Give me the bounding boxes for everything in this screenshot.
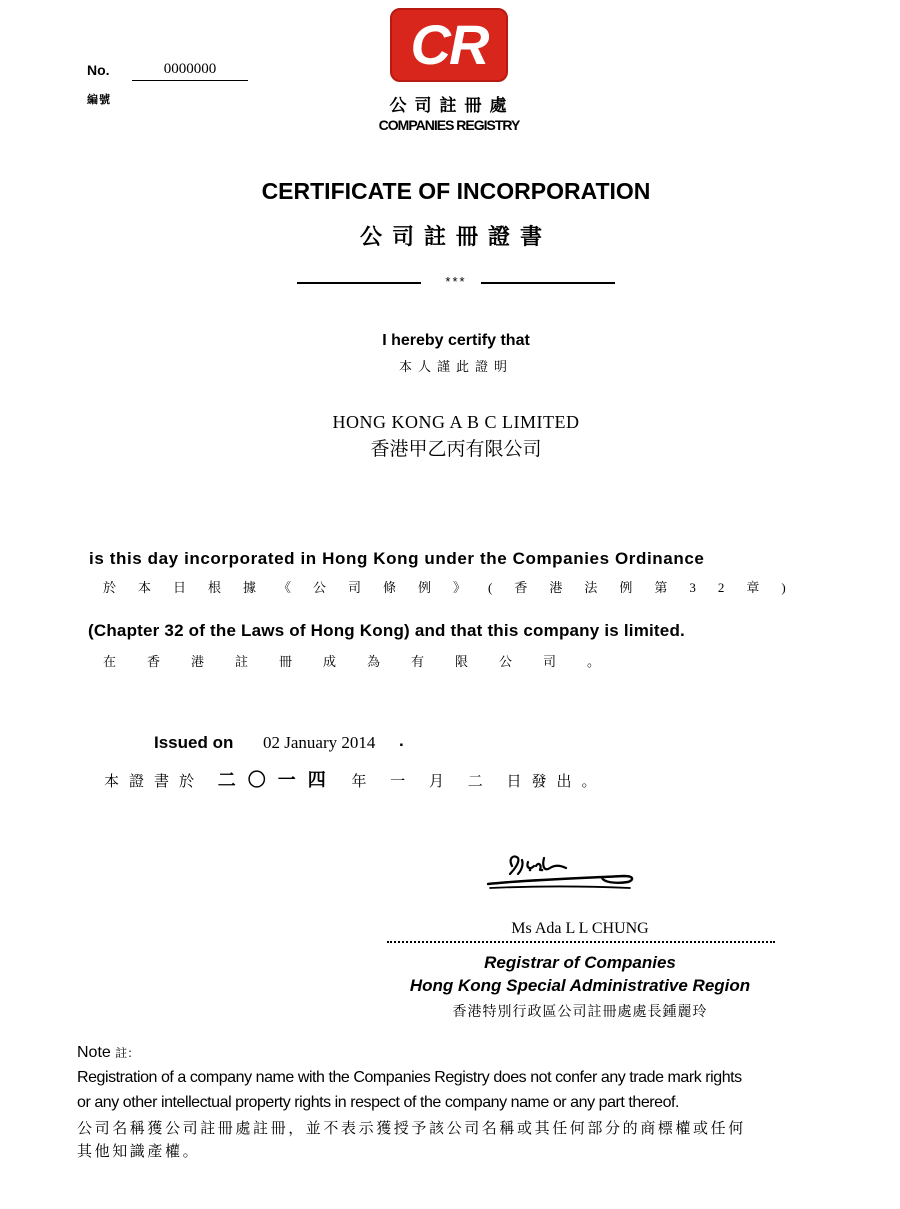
company-name: HONG KONG A B C LIMITED	[332, 412, 580, 432]
issued-date-period: .	[399, 731, 404, 750]
certificate-number-label: No.	[87, 62, 110, 78]
certificate-number-value: 0000000	[132, 61, 248, 81]
companies-registry-logo	[390, 8, 508, 82]
registrar-name: Ms Ada L L CHUNG	[511, 920, 649, 937]
ornament-stars: ***	[445, 274, 467, 289]
registrar-title-chinese: 香港特別行政區公司註冊處處長鍾麗玲	[452, 1005, 708, 1020]
issued-chinese-suffix: 年 一 月 二 日發出。	[351, 774, 607, 790]
logo-text: CR	[410, 13, 488, 76]
certify-statement-chinese: 本人謹此證明	[398, 359, 513, 374]
signature-dotted-line	[387, 941, 775, 943]
note-text-chinese-line-2: 其他知識產權。	[77, 1144, 201, 1160]
registrar-title: Registrar of Companies	[484, 953, 676, 972]
registry-name-chinese: 公司註冊處	[389, 96, 515, 115]
issued-chinese-prefix: 本證書於	[104, 774, 205, 790]
issued-date-chinese	[104, 766, 607, 792]
limited-company-statement: (Chapter 32 of the Laws of Hong Kong) and that this company is limited.	[88, 621, 685, 640]
note-label-english: Note	[77, 1044, 111, 1061]
certificate-title: CERTIFICATE OF INCORPORATION	[261, 178, 651, 204]
limited-company-statement-chinese: 在香港註冊成為有限公司。	[103, 654, 632, 669]
note-text-line-2: or any other intellectual property rights in respect of the company name or any part thereof.	[77, 1094, 680, 1111]
registrar-signature	[484, 848, 644, 896]
note-label-chinese: 註：	[115, 1046, 140, 1060]
note-label	[77, 1044, 139, 1062]
registry-name-english: COMPANIES REGISTRY	[378, 117, 520, 133]
registrar-region: Hong Kong Special Administrative Region	[409, 976, 751, 995]
company-name-chinese: 香港甲乙丙有限公司	[370, 439, 542, 460]
incorporation-statement: is this day incorporated in Hong Kong under the Companies Ordinance	[89, 549, 705, 568]
issued-chinese-year: 二〇一四	[217, 770, 338, 790]
title-ornament	[297, 274, 615, 294]
certify-statement: I hereby certify that	[382, 332, 530, 349]
issued-date: 02 January 2014	[263, 733, 376, 752]
certificate-title-chinese: 公司註冊證書	[359, 224, 552, 249]
note-text-line-1: Registration of a company name with the Companies Registry does not confer any trade mark rights	[77, 1069, 742, 1086]
issued-on-label: Issued on	[154, 733, 234, 752]
certificate-number-label-chinese: 編號	[87, 94, 111, 106]
ornament-line-left	[297, 282, 421, 284]
note-text-chinese-line-1: 公司名稱獲公司註冊處註冊，並不表示獲授予該公司名稱或其任何部分的商標權或任何	[77, 1121, 746, 1137]
incorporation-statement-chinese: 於本日根據《公司條例》(香港法例第32章)	[103, 580, 808, 595]
ornament-line-right	[481, 282, 615, 284]
